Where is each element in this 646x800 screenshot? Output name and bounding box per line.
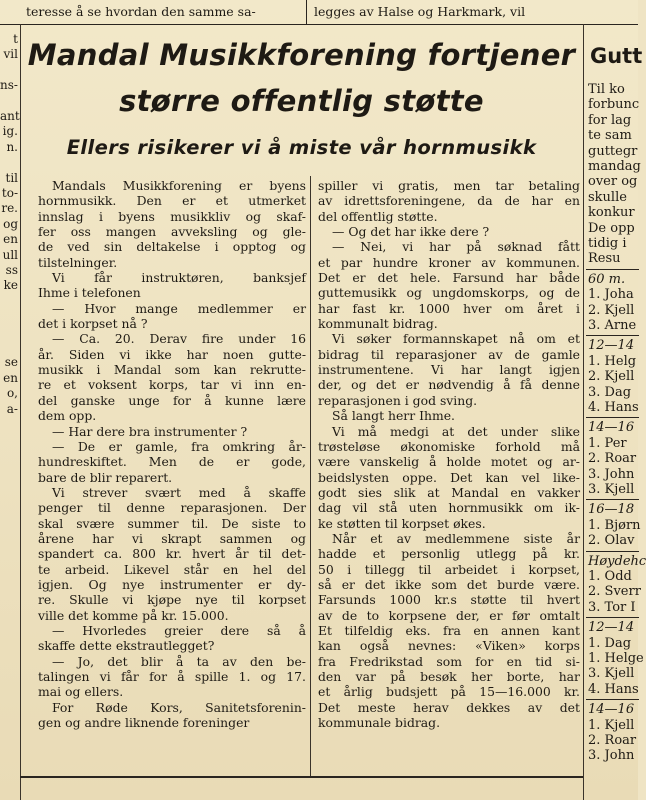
- right-column-subheading: 14—16: [588, 420, 635, 436]
- right-column-fragment: [583, 24, 646, 800]
- right-column-line: 1. Kjell: [588, 717, 635, 733]
- right-column-line: tidig i: [588, 236, 627, 251]
- right-column-line: 1. Joha: [588, 287, 634, 303]
- right-column-headline: Gutt: [590, 44, 643, 68]
- article-text-line: musikk i Mandal som kan rekrutte-: [38, 362, 306, 378]
- article-text-line: innslag i byens musikkliv og skaf-: [38, 208, 306, 224]
- right-column-line: 2. Roar: [588, 733, 637, 748]
- article-text-line: te arbeid. Likevel står en hel del: [38, 561, 306, 577]
- left-margin-fragment: se: [4, 355, 18, 370]
- article-text-line: fra Fredrikstad som for en tid si-: [318, 653, 580, 669]
- right-column-line: 1. Helge: [588, 651, 644, 666]
- left-margin-fragment: ig.: [2, 124, 18, 139]
- right-column-line: 3. Kjell: [588, 482, 635, 497]
- article-text-line: Mandals Musikkforening er byens: [52, 178, 306, 193]
- subheadline: Ellers risikerer vi å miste vår hornmusikk: [66, 136, 537, 159]
- right-column-line: for lag: [588, 112, 632, 128]
- right-column-line: 3. John: [588, 466, 635, 482]
- right-column-line: 1. Per: [588, 435, 627, 451]
- article-text-line: re. Skulle vi kjøpe nye til korpset: [38, 592, 306, 608]
- top-strip-divider: [306, 0, 307, 24]
- right-column-line: te sam: [588, 128, 632, 144]
- headline-line-1: Mandal Musikkforening fortjener: [27, 38, 576, 72]
- article-text-line: — Hvorledes greier dere så å: [52, 622, 306, 638]
- article-text-line: hadde et personlig utlegg på kr.: [318, 546, 580, 562]
- article-text-line: dem opp.: [38, 408, 97, 424]
- left-margin-fragment: n.: [6, 139, 18, 154]
- left-margin-fragment: to-: [1, 186, 18, 200]
- right-column-line: 4. Hans: [588, 400, 639, 415]
- left-margin-fragment: ss: [5, 263, 18, 277]
- left-margin-fragment: ull: [2, 247, 18, 262]
- right-column-line: 3. Dag: [588, 384, 632, 400]
- article-bottom-rule: [20, 776, 583, 778]
- right-column-line: 3. John: [588, 748, 635, 764]
- left-margin-fragment: t: [13, 32, 18, 46]
- article-text-line: skal svære summer til. De siste to: [38, 515, 306, 531]
- article-text-line: Farsunds 1000 kr.s støtte til hvert: [318, 592, 580, 608]
- left-margin-fragment: a-: [6, 401, 18, 416]
- article-text-line: — Jo, det blir å ta av den be-: [52, 653, 306, 669]
- right-column-subheading: 14—16: [588, 702, 635, 718]
- article-text-line: del ganske unge for å kunne lære: [38, 392, 306, 408]
- article-text-line: dag vil stå uten hornmusikk om ik-: [318, 500, 580, 516]
- article-text-line: ville det komme på kr. 15.000.: [38, 607, 229, 623]
- article-text-line: den var på besøk her borte, har: [318, 669, 580, 684]
- right-column-rule: [586, 551, 639, 552]
- right-column-rule: [586, 417, 639, 418]
- right-column-rule: [586, 499, 639, 500]
- article-text-line: et årlig budsjett på 15—16.000 kr.: [318, 684, 580, 700]
- article-text-line: tilstelninger.: [38, 254, 118, 270]
- left-margin-fragment: og: [3, 216, 18, 231]
- article-text-line: Vi får instruktøren, banksjef: [52, 270, 306, 286]
- right-column-line: mandag: [588, 159, 641, 174]
- article-text-line: For Røde Kors, Sanitetsforenin-: [52, 699, 306, 715]
- article-text-line: guttemusikk og ungdomskorps, og de: [318, 285, 580, 301]
- left-margin-fragment: til: [5, 170, 18, 185]
- right-column-rule: [586, 269, 639, 270]
- left-margin-fragment: ns-: [0, 78, 18, 93]
- article-text-line: Ihme i telefonen: [38, 285, 141, 301]
- article-text-line: Vi må medgi at det under slike: [332, 423, 580, 439]
- right-column-line: 1. Dag: [588, 635, 632, 651]
- article-text-line: godt sies slik at Mandal en vakker: [318, 484, 580, 500]
- left-margin-fragment: ant: [0, 109, 20, 123]
- right-column-line: 1. Helg: [588, 353, 637, 369]
- right-column-subheading: Høydehc: [588, 553, 646, 569]
- article-text-line: mai og ellers.: [38, 684, 124, 700]
- left-margin-column: [0, 24, 21, 800]
- left-margin-fragment: vil: [3, 47, 18, 62]
- article-text-line: Vi søker formannskapet nå om et: [332, 331, 580, 347]
- article-text-line: hundreskiftet. Men de er gode,: [38, 454, 306, 470]
- article-text-line: skaffe dette ekstrautlegget?: [38, 638, 215, 654]
- right-column-line: 4. Hans: [588, 681, 639, 697]
- top-strip-left-text: teresse å se hvordan den samme sa-: [26, 4, 256, 19]
- article-text-line: bare de blir reparert.: [38, 469, 173, 485]
- article-text-line: hornmusikk. Den er et utmerket: [38, 193, 306, 209]
- article-text-line: penger til denne reparasjonen. Der: [38, 500, 306, 516]
- right-column-subheading: 60 m.: [588, 271, 626, 287]
- right-column-line: guttegr: [588, 143, 638, 159]
- article-text-line: Det meste herav dekkes av det: [318, 699, 580, 715]
- article-text-line: år. Siden vi ikke har noen gutte-: [38, 346, 306, 362]
- article-text-line: kommunalt bidrag.: [318, 316, 438, 332]
- article-text-line: årene har vi skrapt sammen og: [38, 530, 306, 546]
- article-text-line: spiller vi gratis, men tar betaling: [318, 178, 580, 193]
- article-text-line: instrumentene. Vi har langt igjen: [318, 362, 580, 378]
- article-text-line: være vanskelig å holde motet og ar-: [318, 454, 580, 470]
- headline-line-2: større offentlig støtte: [119, 84, 484, 118]
- article-text-line: reparasjonen i god sving.: [318, 392, 478, 408]
- article-text-line: re et voksent korps, tar vi inn en-: [38, 377, 306, 393]
- article-text-line: de ved sin deltakelse i opptog og: [38, 239, 306, 255]
- article-text-line: har fast kr. 1000 hver om året i: [318, 300, 580, 316]
- right-column-line: 2. Kjell: [588, 369, 635, 385]
- article-text-line: igjen. Og nye instrumenter er dy-: [38, 576, 306, 592]
- article-text-line: trøsteløse økonomiske forhold må: [318, 438, 580, 454]
- article-text-line: det i korpset nå ?: [38, 316, 148, 332]
- right-column-subheading: 16—18: [588, 502, 635, 518]
- article-text-line: Et tilfeldig eks. fra en annen kant: [318, 622, 580, 638]
- article-text-line: — Nei, vi har på søknad fått: [332, 239, 580, 255]
- article-column-right: [318, 178, 580, 730]
- article-text-line: et par hundre kroner av kommunen.: [318, 254, 580, 270]
- right-column-line: De opp: [588, 220, 635, 236]
- right-column-line: konkur: [588, 205, 635, 221]
- right-column-line: over og: [588, 174, 638, 190]
- article: [20, 24, 583, 800]
- top-strip: [0, 0, 638, 25]
- left-margin-fragment: en: [3, 370, 18, 385]
- article-text-line: Når et av medlemmene siste år: [332, 530, 580, 546]
- article-column-left: [38, 178, 306, 730]
- right-column-line: 3. Tor I: [588, 599, 636, 615]
- right-column-rule: [586, 617, 639, 618]
- article-text-line: Det er det hele. Farsund har både: [318, 270, 580, 286]
- column-divider: [310, 176, 311, 776]
- article-text-line: kan også nevnes: «Viken» korps: [318, 638, 580, 654]
- right-column-line: 2. Olav: [588, 533, 635, 549]
- article-text-line: — Hvor mange medlemmer er: [52, 300, 306, 316]
- right-column-line: 3. Arne: [588, 318, 637, 333]
- left-margin-fragment: o,: [6, 386, 18, 401]
- article-text-line: — De er gamle, fra omkring år-: [52, 438, 306, 454]
- left-margin-fragment: en: [3, 232, 18, 247]
- right-column-line: skulle: [588, 189, 627, 205]
- right-column-line: Til ko: [588, 82, 625, 97]
- left-margin-fragment: ke: [3, 278, 18, 293]
- article-text-line: så er det ikke som det burde være.: [318, 576, 580, 592]
- article-text-line: ke støtten til korpset økes.: [318, 515, 486, 531]
- right-column-line: 2. Sverr: [588, 584, 641, 600]
- article-text-line: av idrettsforeningene, da de har en: [318, 193, 580, 209]
- article-text-line: talingen vi får for å spille 1. og 17.: [38, 669, 306, 684]
- right-column-line: Resu: [588, 251, 621, 267]
- article-text-line: fer oss mangen avveksling og gle-: [38, 224, 306, 240]
- article-text-line: — Har dere bra instrumenter ?: [52, 423, 248, 439]
- right-column-subheading: 12—14: [588, 620, 635, 636]
- article-text-line: — Ca. 20. Derav fire under 16: [52, 331, 306, 347]
- article-text-line: — Og det har ikke dere ?: [332, 224, 490, 240]
- article-text-line: der, og det er nødvendig å få denne: [318, 377, 580, 393]
- right-column-line: 1. Bjørn: [588, 517, 641, 533]
- right-column-line: forbunc: [588, 97, 640, 113]
- article-text-line: bidrag til reparasjoner av de gamle: [318, 346, 580, 362]
- top-strip-right-text: legges av Halse og Harkmark, vil: [314, 4, 526, 19]
- left-margin-fragment: re.: [1, 201, 18, 216]
- article-text-line: beidslysten oppe. Det kan vel like-: [318, 469, 580, 485]
- right-column-line: 2. Roar: [588, 451, 637, 467]
- right-column-rule: [586, 699, 639, 700]
- right-column-line: 3. Kjell: [588, 666, 635, 682]
- right-column-line: 1. Odd: [588, 569, 632, 584]
- article-text-line: kommunale bidrag.: [318, 715, 441, 731]
- article-text-line: 50 i tillegg til arbeidet i korpset,: [318, 561, 580, 577]
- article-text-line: Vi strever svært med å skaffe: [52, 484, 306, 500]
- right-column-rule: [586, 335, 639, 336]
- right-column-subheading: 12—14: [588, 338, 635, 354]
- article-text-line: del offentlig støtte.: [318, 208, 438, 224]
- right-column-line: 2. Kjell: [588, 302, 635, 318]
- article-text-line: spandert ca. 800 kr. hvert år til det-: [38, 546, 306, 562]
- article-text-line: Så langt herr Ihme.: [332, 408, 455, 424]
- article-text-line: gen og andre liknende foreninger: [38, 715, 250, 731]
- article-text-line: av de to korpsene der, er før omtalt: [318, 607, 580, 623]
